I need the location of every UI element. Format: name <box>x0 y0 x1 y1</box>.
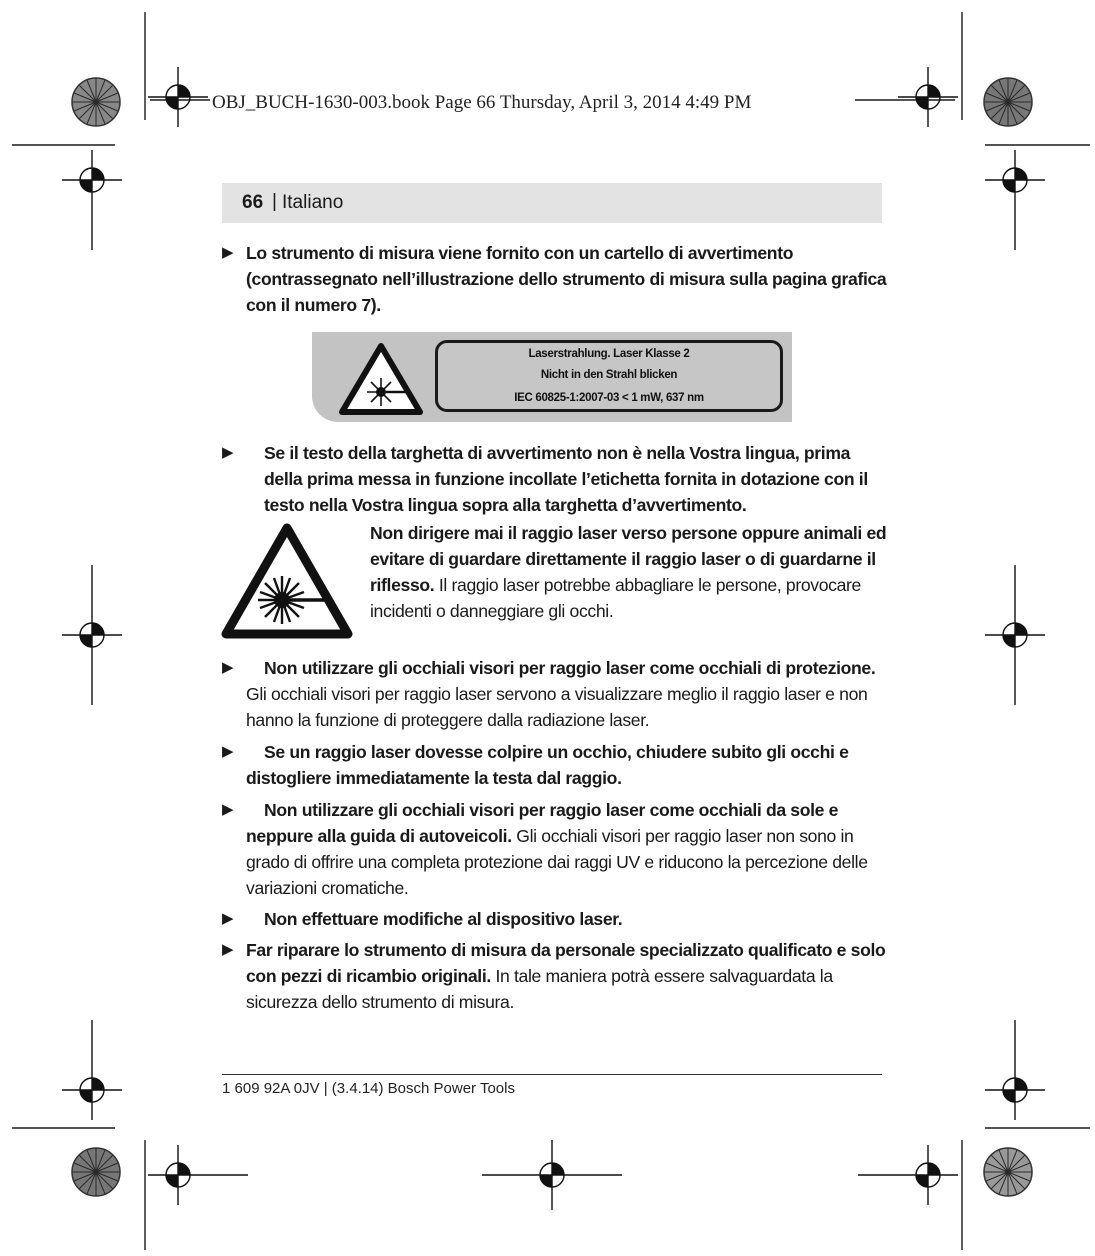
item-bold: Non effettuare modifiche al dispositivo laser. <box>264 909 623 929</box>
registration-mark-icon <box>62 150 122 250</box>
laser-warning-icon <box>338 342 424 416</box>
page-header <box>222 183 882 223</box>
page-language: Italiano <box>282 192 344 213</box>
bullet-icon: ▶ <box>222 244 234 261</box>
registration-mark-icon <box>62 565 122 705</box>
label-language-paragraph <box>222 440 892 518</box>
registration-mark-icon <box>148 1145 248 1205</box>
page-footer: 1 609 92A 0JV | (3.4.14) Bosch Power Tools <box>222 1080 515 1097</box>
color-calibration-wheel-icon <box>982 76 1034 128</box>
bullet-icon: ▶ <box>222 444 234 461</box>
registration-mark-icon <box>482 1140 622 1210</box>
bullet-icon: ▶ <box>222 659 234 676</box>
intro-text: Lo strumento di misura viene fornito con un cartello di avvertimento (contrassegnato nell’illustrazione dello strumento di misura sulla pagina grafica con il numero 7). <box>246 243 887 315</box>
item-bold: Non utilizzare gli occhiali visori per raggio laser come occhiali da sole e neppure alla guida di autoveicoli. <box>246 800 839 846</box>
bullet-icon: ▶ <box>222 941 234 958</box>
item-normal: Gli occhiali visori per raggio laser servono a visualizzare meglio il raggio laser e non hanno la funzione di proteggere dalla radiazione laser. <box>246 684 868 730</box>
laser-warning-normal: Il raggio laser potrebbe abbagliare le persone, provocare incidenti o danneggiare gli occhi. <box>370 575 861 621</box>
warning-label-box <box>435 340 783 412</box>
label-language-text: Se il testo della targhetta di avvertimento non è nella Vostra lingua, prima della prima messa in funzione incollate l’etichetta fornita in dotazione con il testo nella Vostra lingua sopra alla targhetta d’avvertimento. <box>264 443 868 515</box>
item-normal: In tale maniera potrà essere salvaguardata la sicurezza dello strumento di misura. <box>246 966 833 1012</box>
item-text <box>246 937 892 1015</box>
registration-mark-icon <box>985 565 1045 705</box>
intro-paragraph <box>222 240 892 318</box>
list-item <box>222 797 892 901</box>
bullet-icon: ▶ <box>222 743 234 760</box>
list-item <box>222 937 892 1015</box>
registration-mark-icon <box>985 1020 1045 1120</box>
list-item <box>222 739 892 791</box>
bullet-icon: ▶ <box>222 801 234 818</box>
color-calibration-wheel-icon <box>70 76 122 128</box>
laser-warning-icon <box>220 522 354 640</box>
color-calibration-wheel-icon <box>70 1146 122 1198</box>
registration-mark-icon <box>898 67 958 127</box>
footer-rule <box>222 1074 882 1075</box>
laser-warning-text <box>370 520 892 624</box>
registration-mark-icon <box>985 150 1045 250</box>
color-calibration-wheel-icon <box>982 1146 1034 1198</box>
item-normal: Gli occhiali visori per raggio laser non sono in grado di offrire una completa protezione dai raggi UV e riducono la percezione delle variazioni cromatiche. <box>246 826 868 898</box>
registration-mark-icon <box>62 1020 122 1120</box>
list-item <box>222 655 892 733</box>
item-bold: Se un raggio laser dovesse colpire un occhio, chiudere subito gli occhi e distogliere immediatamente la testa dal raggio. <box>246 742 849 788</box>
item-bold: Non utilizzare gli occhiali visori per raggio laser come occhiali di protezione. <box>264 658 876 678</box>
registration-mark-icon <box>148 67 208 127</box>
registration-mark-icon <box>858 1145 958 1205</box>
label-line-1: Laserstrahlung. Laser Klasse 2 <box>528 348 690 360</box>
bullet-icon: ▶ <box>222 910 234 927</box>
list-item <box>222 906 892 932</box>
slug-line: OBJ_BUCH-1630-003.book Page 66 Thursday, April 3, 2014 4:49 PM <box>212 92 752 113</box>
item-bold: Far riparare lo strumento di misura da personale specializzato qualificato e solo con pezzi di ricambio originali. <box>246 940 886 986</box>
label-line-2: Nicht in den Strahl blicken <box>540 369 678 381</box>
label-line-3: IEC 60825-1:2007-03 < 1 mW, 637 nm <box>514 392 704 404</box>
page-number: 66 <box>242 192 264 213</box>
laser-warning-bold: Non dirigere mai il raggio laser verso persone oppure animali ed evitare di guardare direttamente il raggio laser o di guardarne il riflesso. <box>370 523 887 595</box>
header-separator: | <box>272 191 277 212</box>
